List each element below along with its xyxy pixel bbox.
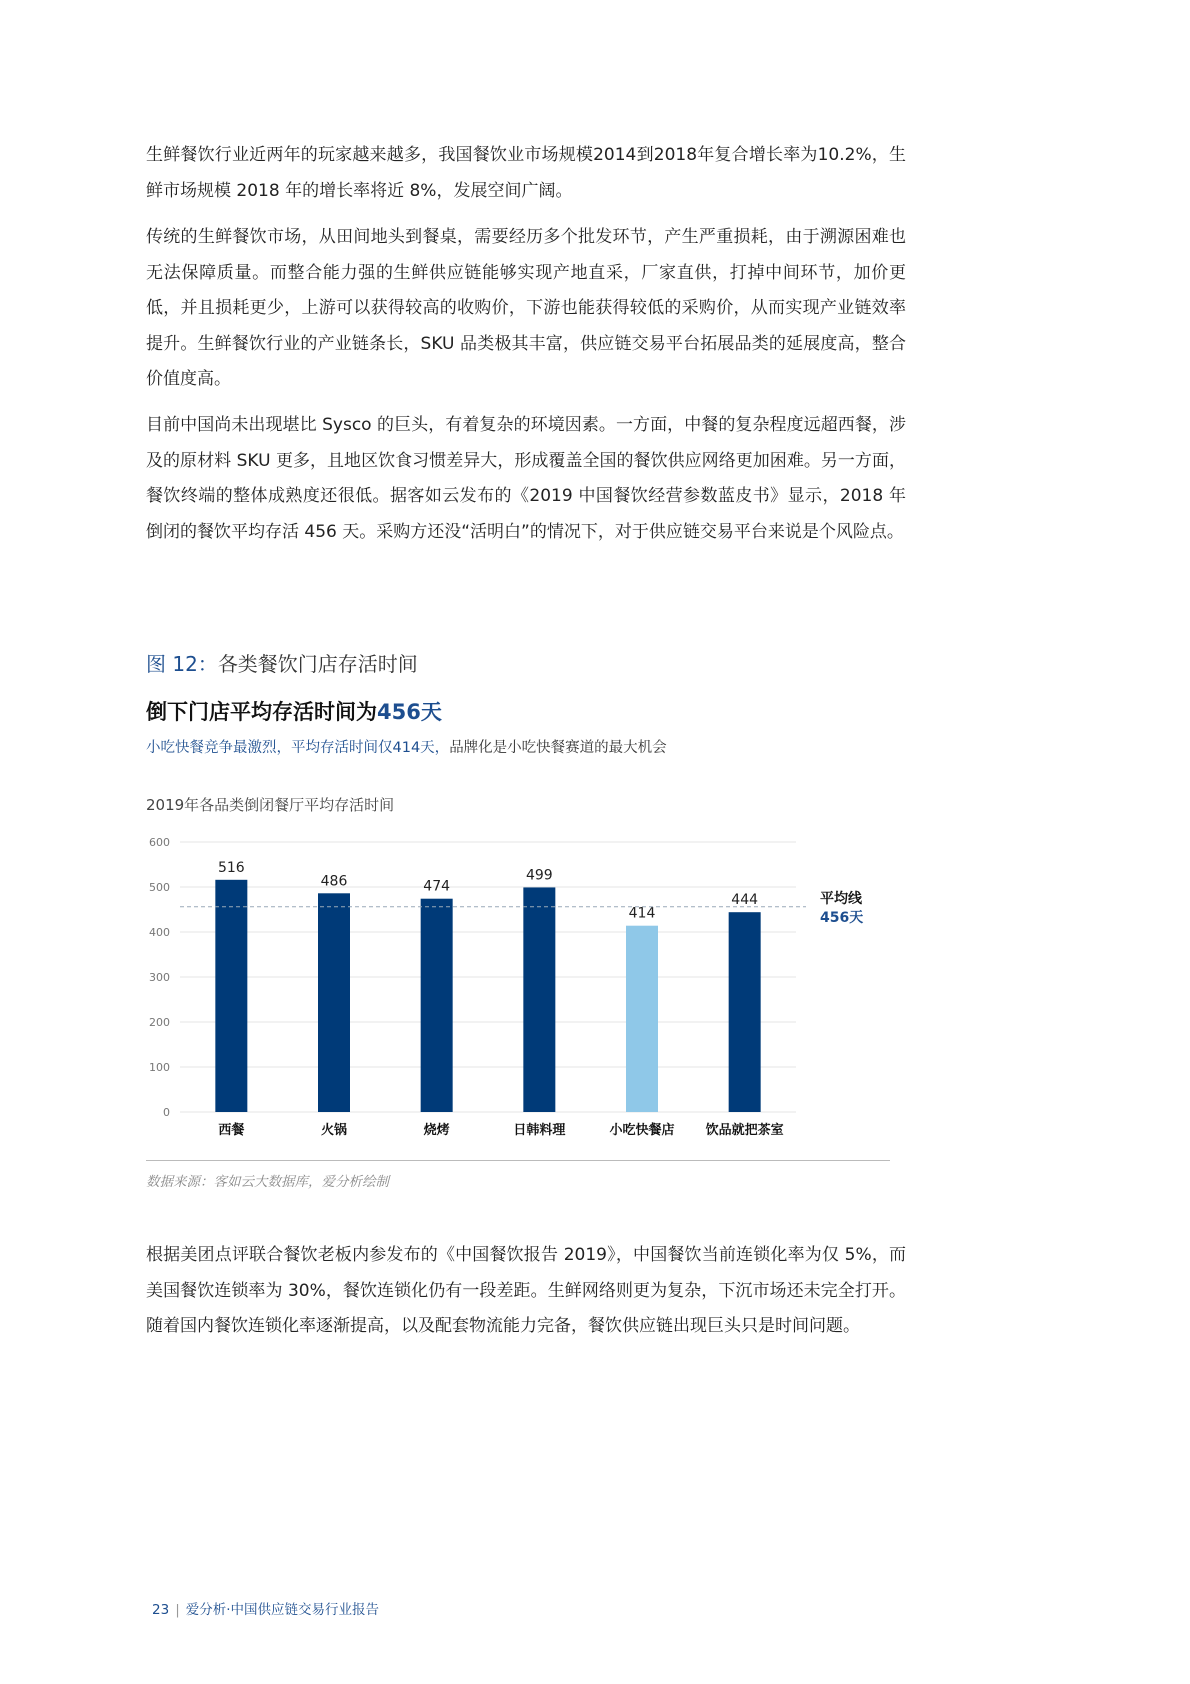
data-label: 516 bbox=[217, 859, 245, 876]
bar bbox=[421, 899, 453, 1112]
average-line-label: 平均线 bbox=[820, 890, 862, 907]
x-tick-label: 火锅 bbox=[320, 1123, 348, 1138]
data-label: 444 bbox=[731, 892, 759, 909]
figure-headline bbox=[146, 696, 442, 726]
page-number: 23 bbox=[152, 1602, 170, 1618]
figure-subtitle bbox=[146, 736, 667, 757]
source-divider bbox=[146, 1160, 890, 1161]
bar bbox=[215, 880, 247, 1112]
figure-number: 图 12： bbox=[146, 652, 218, 676]
x-tick-label: 日韩料理 bbox=[513, 1123, 566, 1138]
x-tick-label: 烧烤 bbox=[423, 1123, 450, 1138]
subtitle-rest: 品牌化是小吃快餐赛道的最大机会 bbox=[449, 740, 667, 756]
paragraph-4: 根据美团点评联合餐饮老板内参发布的《中国餐饮报告 2019》，中国餐饮当前连锁化率为仅 5%，而美国餐饮连锁率为 30%，餐饮连锁化仍有一段差距。生鲜网络则更为复杂，下沉市场还未完全打开。随着国内餐饮连锁化率逐渐提高，以及配套物流能力完备，餐饮供应链出现巨头只是时间问题。 bbox=[146, 1245, 906, 1336]
y-tick-label: 200 bbox=[149, 1016, 170, 1029]
paragraph-3: 目前中国尚未出现堪比 Sysco 的巨头，有着复杂的环境因素。一方面，中餐的复杂程度远超西餐，涉及的原材料 SKU 更多，且地区饮食习惯差异大，形成覆盖全国的餐饮供应网络更加困难。另一方面，餐饮终端的整体成熟度还很低。据客如云发布的《2019 中国餐饮经营参数蓝皮书》显示，2018 年倒闭的餐饮平均存活 456 天。采购方还没“活明白”的情况下，对于供应链交易平台来说是个风险点。 bbox=[146, 415, 906, 542]
footer-report-title: 爱分析·中国供应链交易行业报告 bbox=[185, 1602, 380, 1618]
figure-title-text: 各类餐饮门店存活时间 bbox=[217, 652, 418, 676]
y-tick-label: 0 bbox=[163, 1106, 170, 1119]
x-tick-label: 小吃快餐店 bbox=[609, 1123, 675, 1138]
paragraph-2: 传统的生鲜餐饮市场，从田间地头到餐桌，需要经历多个批发环节，产生严重损耗，由于溯源困难也无法保障质量。而整合能力强的生鲜供应链能够实现产地直采，厂家直供，打掉中间环节，加价更低，并且损耗更少，上游可以获得较高的收购价，下游也能获得较低的采购价，从而实现产业链效率提升。生鲜餐饮行业的产业链条长，SKU 品类极其丰富，供应链交易平台拓展品类的延展度高，整合价值度高。 bbox=[146, 227, 906, 389]
bar bbox=[626, 926, 658, 1112]
data-source: 数据来源：客如云大数据库，爱分析绘制 bbox=[146, 1174, 389, 1190]
figure-title bbox=[146, 648, 418, 677]
x-tick-label: 饮品就把茶室 bbox=[705, 1123, 784, 1138]
y-tick-label: 500 bbox=[149, 881, 170, 894]
data-label: 486 bbox=[320, 873, 348, 890]
bar bbox=[523, 887, 555, 1112]
y-tick-label: 300 bbox=[149, 971, 170, 984]
y-tick-label: 100 bbox=[149, 1061, 170, 1074]
x-tick-label: 西餐 bbox=[218, 1123, 245, 1138]
page-footer bbox=[152, 1598, 379, 1618]
data-label: 499 bbox=[525, 867, 553, 884]
paragraph-1: 生鲜餐饮行业近两年的玩家越来越多，我国餐饮业市场规模2014到2018年复合增长率为10.2%，生鲜市场规模 2018 年的增长率将近 8%，发展空间广阔。 bbox=[146, 145, 906, 201]
subtitle-highlight: 小吃快餐竞争最激烈，平均存活时间仅414天， bbox=[146, 740, 450, 756]
bar bbox=[318, 893, 350, 1112]
headline-prefix: 倒下门店平均存活时间为 bbox=[146, 700, 377, 724]
bar bbox=[729, 912, 761, 1112]
data-label: 414 bbox=[628, 905, 656, 922]
data-label: 474 bbox=[423, 878, 451, 895]
y-tick-label: 400 bbox=[149, 926, 170, 939]
headline-value: 456天 bbox=[377, 700, 442, 724]
chart-caption: 2019年各品类倒闭餐厅平均存活时间 bbox=[146, 796, 395, 814]
average-line-value: 456天 bbox=[820, 909, 864, 926]
bar-chart bbox=[140, 830, 900, 1150]
footer-separator: | bbox=[175, 1602, 180, 1618]
y-tick-label: 600 bbox=[149, 836, 170, 849]
